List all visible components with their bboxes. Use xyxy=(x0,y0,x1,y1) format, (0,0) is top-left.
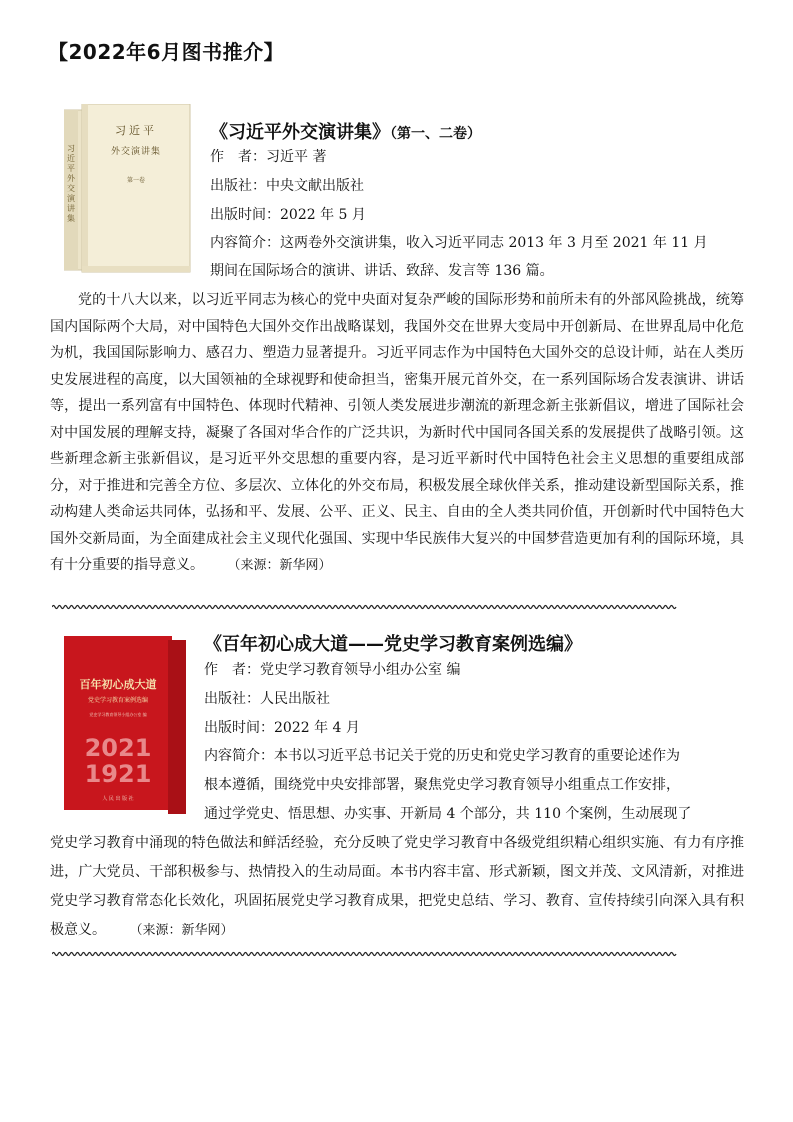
book2-cover-image xyxy=(64,636,190,816)
book2-body-text: 党史学习教育中涌现的特色做法和鲜活经验，充分反映了党史学习教育中各级党组织精心组织实施、有力有序推进，广大党员、干部积极参与、热情投入的生动局面。本书内容丰富、形式新颖，图文并茂、文风清新，对推进党史学习教育常态化长效化，巩固拓展党史学习教育成果，把党史总结、学习、教育、宣传持续引向深入具有积极意义。 xyxy=(50,835,744,938)
divider-wave-2 xyxy=(52,951,678,957)
book1-intro-line2: 期间在国际场合的演讲、讲话、致辞、发言等 136 篇。 xyxy=(210,263,554,279)
book2-body xyxy=(50,829,744,945)
page-heading: 【2022年6月图书推介】 xyxy=(48,40,285,64)
book2-cover-year-top: 2021 xyxy=(84,734,152,762)
book1-body-text: 党的十八大以来，以习近平同志为核心的党中央面对复杂严峻的国际形势和前所未有的外部风险挑战，统筹国内国际两个大局，对中国特色大国外交作出战略谋划，我国外交在世界大变局中开创新局、在世界乱局中化危为机，我国国际影响力、感召力、塑造力显著提升。习近平同志作为中国特色大国外交的总设计师，站在人类历史发展进程的高度，以大国领袖的全球视野和使命担当，密集开展元首外交，在一系列国际场合发表演讲、讲话等，提出一系列富有中国特色、体现时代精神、引领人类发展进步潮流的新理念新主张新倡议，增进了国际社会对中国发展的理解支持，凝聚了各国对华合作的广泛共识，为新时代中国同各国关系的发展提供了战略引领。这些新理念新主张新倡议，是习近平外交思想的重要内容，是习近平新时代中国特色社会主义思想的重要组成部分，对于推进和完善全方位、多层次、立体化的外交布局，积极发展全球伙伴关系，推动建设新型国际关系，推动构建人类命运共同体，弘扬和平、发展、公平、正义、民主、自由的全人类共同价值，开创新时代中国特色大国外交新局面，为全面建成社会主义现代化强国、实现中华民族伟大复兴的中国梦营造更加有利的国际环境，具有十分重要的指导意义。 xyxy=(50,292,744,573)
book2-intro-line1: 内容简介：本书以习近平总书记关于党的历史和党史学习教育的重要论述作为 xyxy=(204,748,680,764)
book1-source: （来源：新华网） xyxy=(234,558,332,573)
book1-title xyxy=(210,118,481,144)
book2-cover-publisher: 人 民 出 版 社 xyxy=(102,796,134,802)
book1-cover-image xyxy=(64,104,194,276)
book1-publisher: 出版社：中央文献出版社 xyxy=(210,178,364,194)
book2-publisher: 出版社：人民出版社 xyxy=(204,691,330,707)
book1-cover-title: 习近平 xyxy=(115,124,157,137)
book1-cover-volume: 第一卷 xyxy=(126,177,146,184)
book2-cover-title: 百年初心成大道 xyxy=(79,678,157,691)
book2-cover-subtitle: 党史学习教育案例选编 xyxy=(87,697,149,704)
book1-body xyxy=(50,287,744,580)
book2-author: 作 者：党史学习教育领导小组办公室 编 xyxy=(204,662,461,678)
book2-cover-year-bottom: 1921 xyxy=(84,760,152,788)
book1-title-main: 《习近平外交演讲集》 xyxy=(210,122,390,143)
book1-intro-line1: 内容简介：这两卷外交演讲集，收入习近平同志 2013 年 3 月至 2021 年 11 月 xyxy=(210,235,708,251)
book2-title: 《百年初心成大道——党史学习教育案例选编》 xyxy=(204,634,582,655)
book2-cover-editor: 党史学习教育领导小组办公室 编 xyxy=(89,712,147,717)
book1-date: 出版时间：2022 年 5 月 xyxy=(210,207,366,223)
book2-date: 出版时间：2022 年 4 月 xyxy=(204,720,360,736)
book2-intro-line2: 根本遵循，围绕党中央安排部署，聚焦党史学习教育领导小组重点工作安排， xyxy=(204,777,680,793)
book1-cover-spine: 习近平外交演讲集 xyxy=(66,144,76,224)
book1-author: 作 者：习近平 著 xyxy=(210,149,327,165)
book2-source: （来源：新华网） xyxy=(136,923,234,938)
divider-wave-1 xyxy=(52,604,678,610)
book1-cover-subtitle: 外交演讲集 xyxy=(110,147,162,157)
book1-title-volume: （第一、二卷） xyxy=(390,126,481,142)
book2-intro-line3: 通过学党史、悟思想、办实事、开新局 4 个部分，共 110 个案例，生动展现了 xyxy=(204,806,692,822)
